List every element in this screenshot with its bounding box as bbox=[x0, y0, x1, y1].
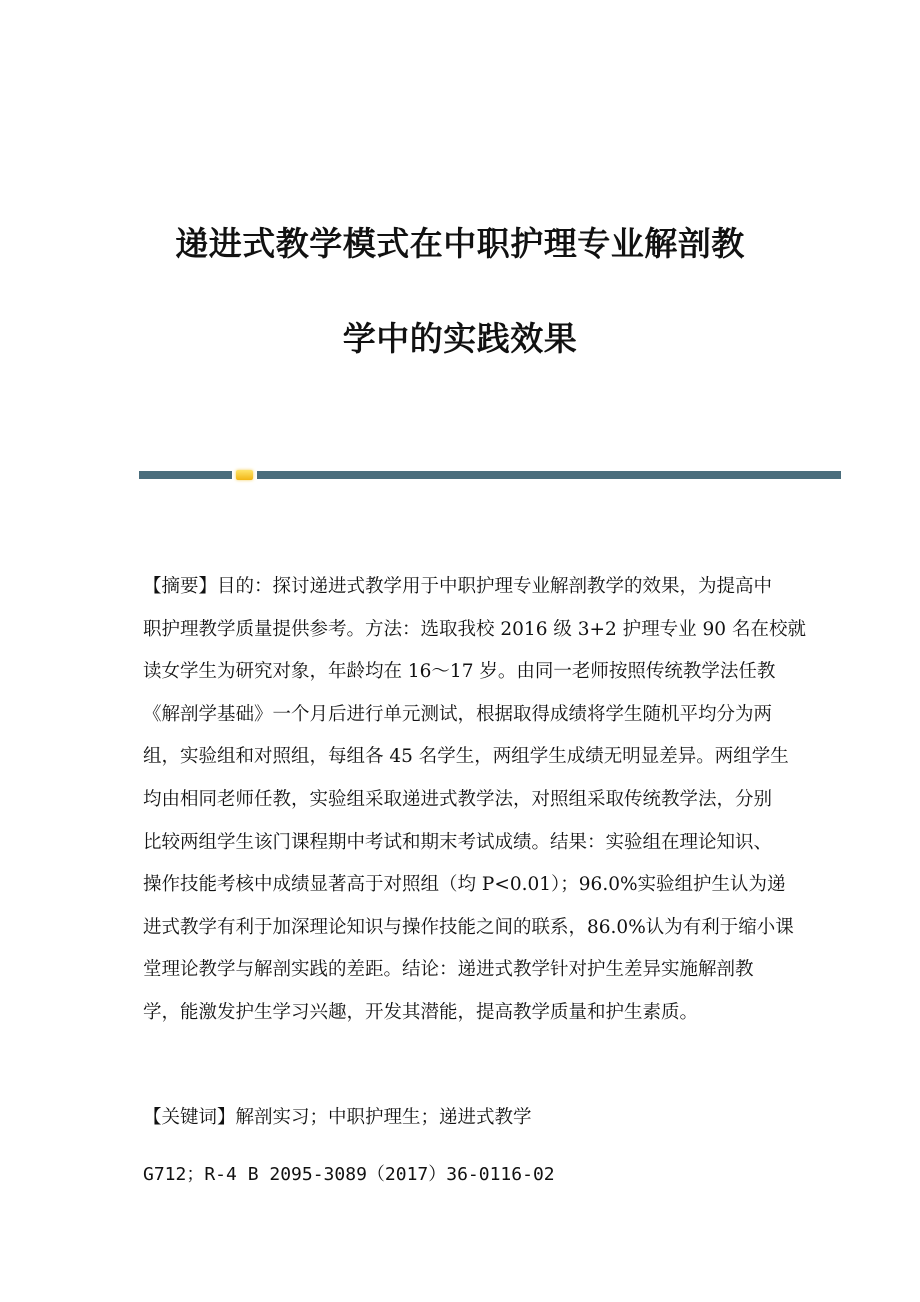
abstract-line: 《解剖学基础》一个月后进行单元测试，根据取得成绩将学生随机平均分为两 bbox=[143, 703, 773, 725]
abstract-line: 均由相同老师任教，实验组采取递进式教学法，对照组采取传统教学法，分别 bbox=[143, 788, 773, 810]
abstract-line: 进式教学有利于加深理论知识与操作技能之间的联系，86.0%认为有利于缩小课 bbox=[143, 916, 794, 938]
abstract-line: 比较两组学生该门课程期中考试和期末考试成绩。结果：实验组在理论知识、 bbox=[143, 831, 773, 853]
document-title-line-2: 学中的实践效果 bbox=[342, 319, 578, 358]
classification-code: G712；R-4 B 2095-3089（2017）36-0116-02 bbox=[143, 1164, 555, 1185]
abstract-line: 组，实验组和对照组，每组各 45 名学生，两组学生成绩无明显差异。两组学生 bbox=[143, 746, 789, 768]
divider-bar-right bbox=[257, 471, 841, 479]
keywords: 【关键词】解剖实习；中职护理生；递进式教学 bbox=[143, 1107, 532, 1128]
divider-bar-left bbox=[139, 471, 232, 479]
abstract-line: 学，能激发护生学习兴趣，开发其潜能，提高教学质量和护生素质。 bbox=[143, 1001, 699, 1023]
decorative-divider bbox=[139, 471, 841, 479]
abstract-line: 读女学生为研究对象，年龄均在 16～17 岁。由同一老师按照传统教学法任教 bbox=[143, 661, 776, 683]
divider-ornament-icon bbox=[236, 470, 253, 480]
abstract bbox=[143, 566, 806, 1035]
document-title-line-1: 递进式教学模式在中职护理专业解剖教 bbox=[175, 224, 745, 263]
abstract-line: 【摘要】目的：探讨递进式教学用于中职护理专业解剖教学的效果，为提高中 bbox=[143, 576, 773, 597]
abstract-line: 操作技能考核中成绩显著高于对照组（均 P<0.01）；96.0%实验组护生认为递 bbox=[143, 874, 786, 896]
abstract-line: 堂理论教学与解剖实践的差距。结论：递进式教学针对护生差异实施解剖教 bbox=[143, 959, 754, 981]
abstract-line: 职护理教学质量提供参考。方法：选取我校 2016 级 3+2 护理专业 90 名在校就 bbox=[143, 618, 806, 640]
